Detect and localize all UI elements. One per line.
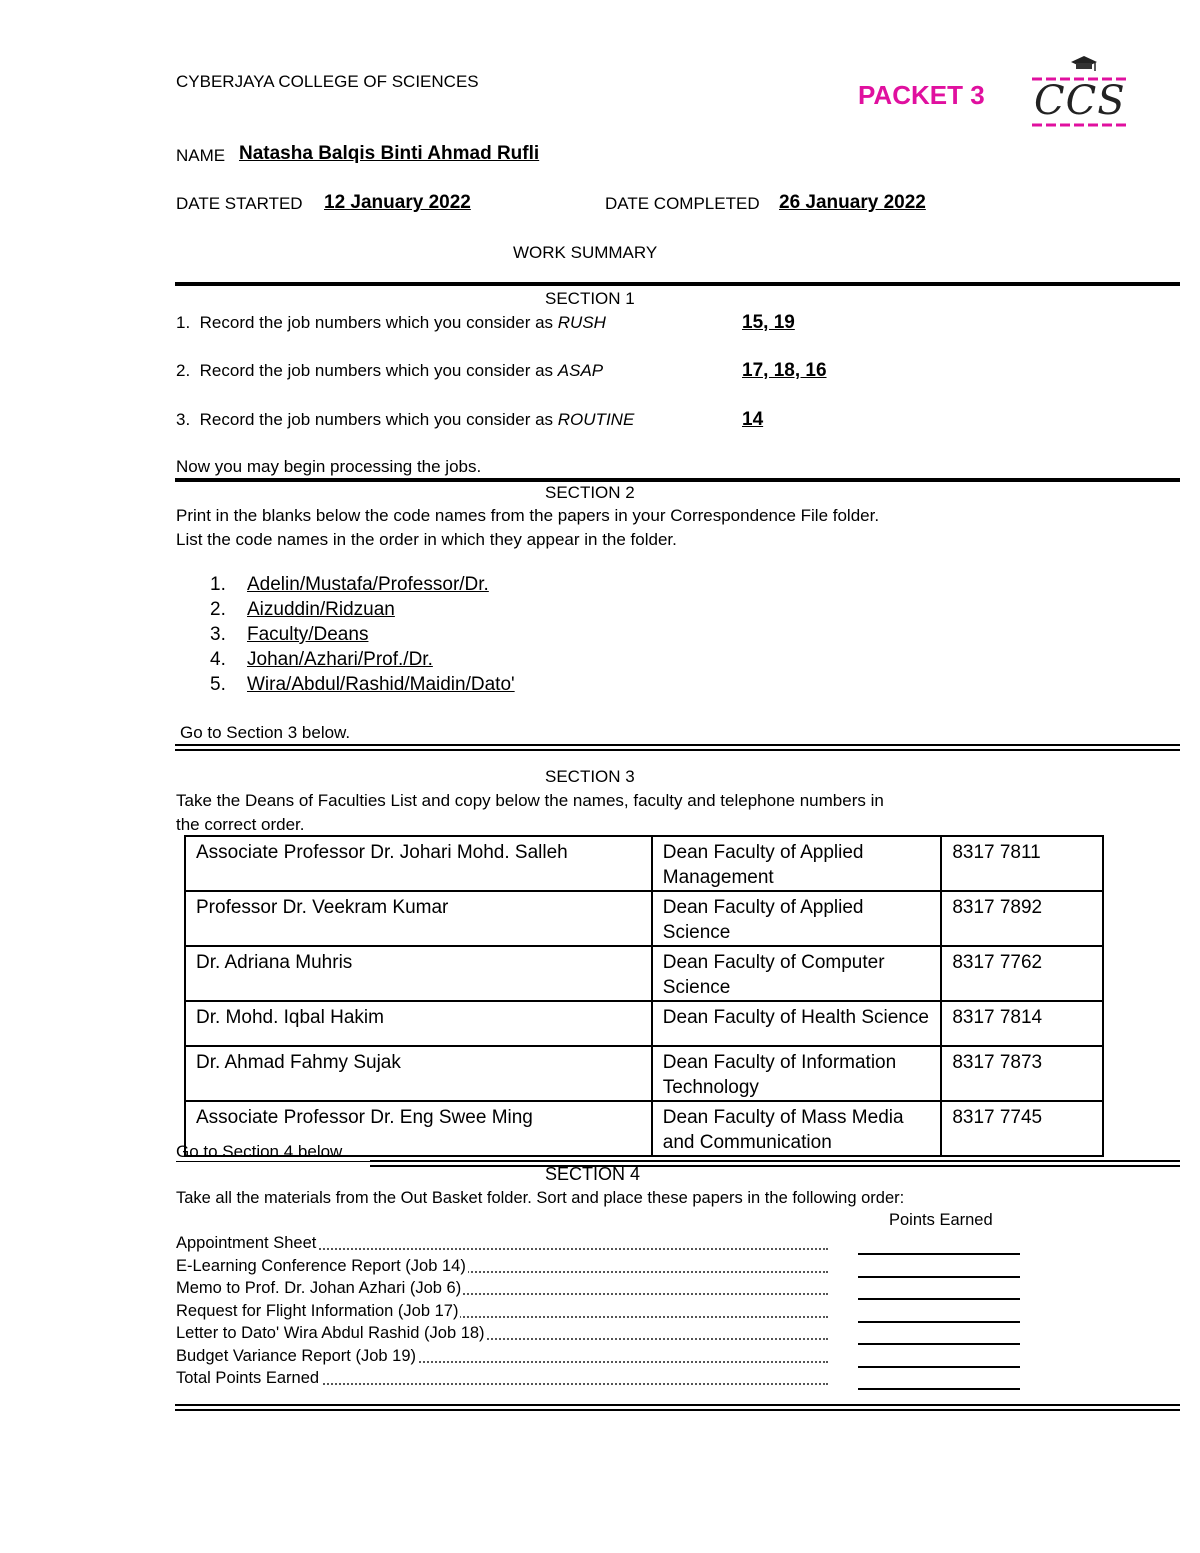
- points-blank: [858, 1298, 1020, 1300]
- section2-instruction: Print in the blanks below the code names from the papers in your Correspondence File folder.: [176, 506, 880, 525]
- points-blank: [858, 1343, 1020, 1345]
- points-blank: [858, 1366, 1020, 1368]
- section3-instruction: the correct order.: [176, 815, 305, 834]
- divider: [175, 282, 1180, 286]
- college-name: CYBERJAYA COLLEGE OF SCIENCES: [176, 72, 479, 91]
- list-item: 5. Wira/Abdul/Rashid/Maidin/Dato': [210, 674, 515, 695]
- section1-item: 3. Record the job numbers which you consider as ROUTINE: [176, 410, 635, 429]
- points-blank: [858, 1253, 1020, 1255]
- list-item: Total Points Earned: [176, 1369, 828, 1388]
- points-earned-header: Points Earned: [889, 1211, 993, 1229]
- ccs-logo: [1026, 52, 1136, 132]
- asap-answer: 17, 18, 16: [742, 360, 827, 381]
- date-started: 12 January 2022: [324, 192, 471, 213]
- section4-title: SECTION 4: [545, 1164, 641, 1184]
- list-item: Letter to Dato' Wira Abdul Rashid (Job 18): [176, 1324, 828, 1343]
- section3-title: SECTION 3: [545, 767, 635, 786]
- section2-instruction: List the code names in the order in which they appear in the folder.: [176, 530, 677, 549]
- list-item: 2. Aizuddin/Ridzuan: [210, 599, 395, 620]
- section4-instruction: Take all the materials from the Out Basket folder. Sort and place these papers in the following order:: [176, 1189, 905, 1207]
- divider: [175, 1404, 1180, 1411]
- divider: [175, 478, 1180, 482]
- work-summary-title: WORK SUMMARY: [513, 243, 658, 262]
- code-names-list: [210, 572, 515, 697]
- points-blank: [858, 1321, 1020, 1323]
- table-row: Associate Professor Dr. Eng Swee Ming Dean Faculty of Mass Media and Communication 8317 7745: [185, 1101, 1103, 1156]
- list-item: 4. Johan/Azhari/Prof./Dr.: [210, 649, 433, 670]
- section2-footer: Go to Section 3 below.: [180, 723, 351, 742]
- student-name: Natasha Balqis Binti Ahmad Rufli: [239, 143, 540, 164]
- deans-table: [184, 835, 1104, 1157]
- divider: [175, 744, 1180, 751]
- rush-answer: 15, 19: [742, 312, 795, 333]
- section1-item: 2. Record the job numbers which you consider as ASAP: [176, 361, 604, 380]
- table-row: Dr. Ahmad Fahmy Sujak Dean Faculty of Information Technology 8317 7873: [185, 1046, 1103, 1101]
- list-item: Budget Variance Report (Job 19): [176, 1347, 828, 1366]
- section3-footer: Go to Section 4 below: [176, 1142, 343, 1161]
- routine-answer: 14: [742, 409, 764, 430]
- date-completed: 26 January 2022: [779, 192, 926, 213]
- divider: [370, 1160, 1180, 1167]
- list-item: E-Learning Conference Report (Job 14): [176, 1257, 828, 1276]
- date-started-label: DATE STARTED: [176, 194, 303, 213]
- list-item: Appointment Sheet: [176, 1234, 828, 1253]
- table-row: Associate Professor Dr. Johari Mohd. Salleh Dean Faculty of Applied Management 8317 7811: [185, 836, 1103, 891]
- name-label: NAME: [176, 146, 226, 165]
- list-item: 3. Faculty/Deans: [210, 624, 369, 645]
- list-item: 1. Adelin/Mustafa/Professor/Dr.: [210, 574, 489, 595]
- packet-label: PACKET 3: [858, 80, 985, 110]
- section2-title: SECTION 2: [545, 483, 635, 502]
- table-row: Dr. Adriana Muhris Dean Faculty of Computer Science 8317 7762: [185, 946, 1103, 1001]
- divider: [176, 1161, 370, 1162]
- list-item: Request for Flight Information (Job 17): [176, 1302, 828, 1321]
- date-completed-label: DATE COMPLETED: [605, 194, 760, 213]
- logo-text: CCS: [1034, 78, 1126, 124]
- section1-title: SECTION 1: [545, 289, 635, 308]
- list-item: Memo to Prof. Dr. Johan Azhari (Job 6): [176, 1279, 828, 1298]
- points-blank: [858, 1276, 1020, 1278]
- section1-item: 1. Record the job numbers which you consider as RUSH: [176, 313, 606, 332]
- section3-instruction: Take the Deans of Faculties List and copy below the names, faculty and telephone numbers in: [176, 791, 884, 810]
- section1-footer: Now you may begin processing the jobs.: [176, 457, 482, 476]
- points-blank: [858, 1388, 1020, 1390]
- table-row: Dr. Mohd. Iqbal Hakim Dean Faculty of Health Science 8317 7814: [185, 1001, 1103, 1046]
- table-row: Professor Dr. Veekram Kumar Dean Faculty of Applied Science 8317 7892: [185, 891, 1103, 946]
